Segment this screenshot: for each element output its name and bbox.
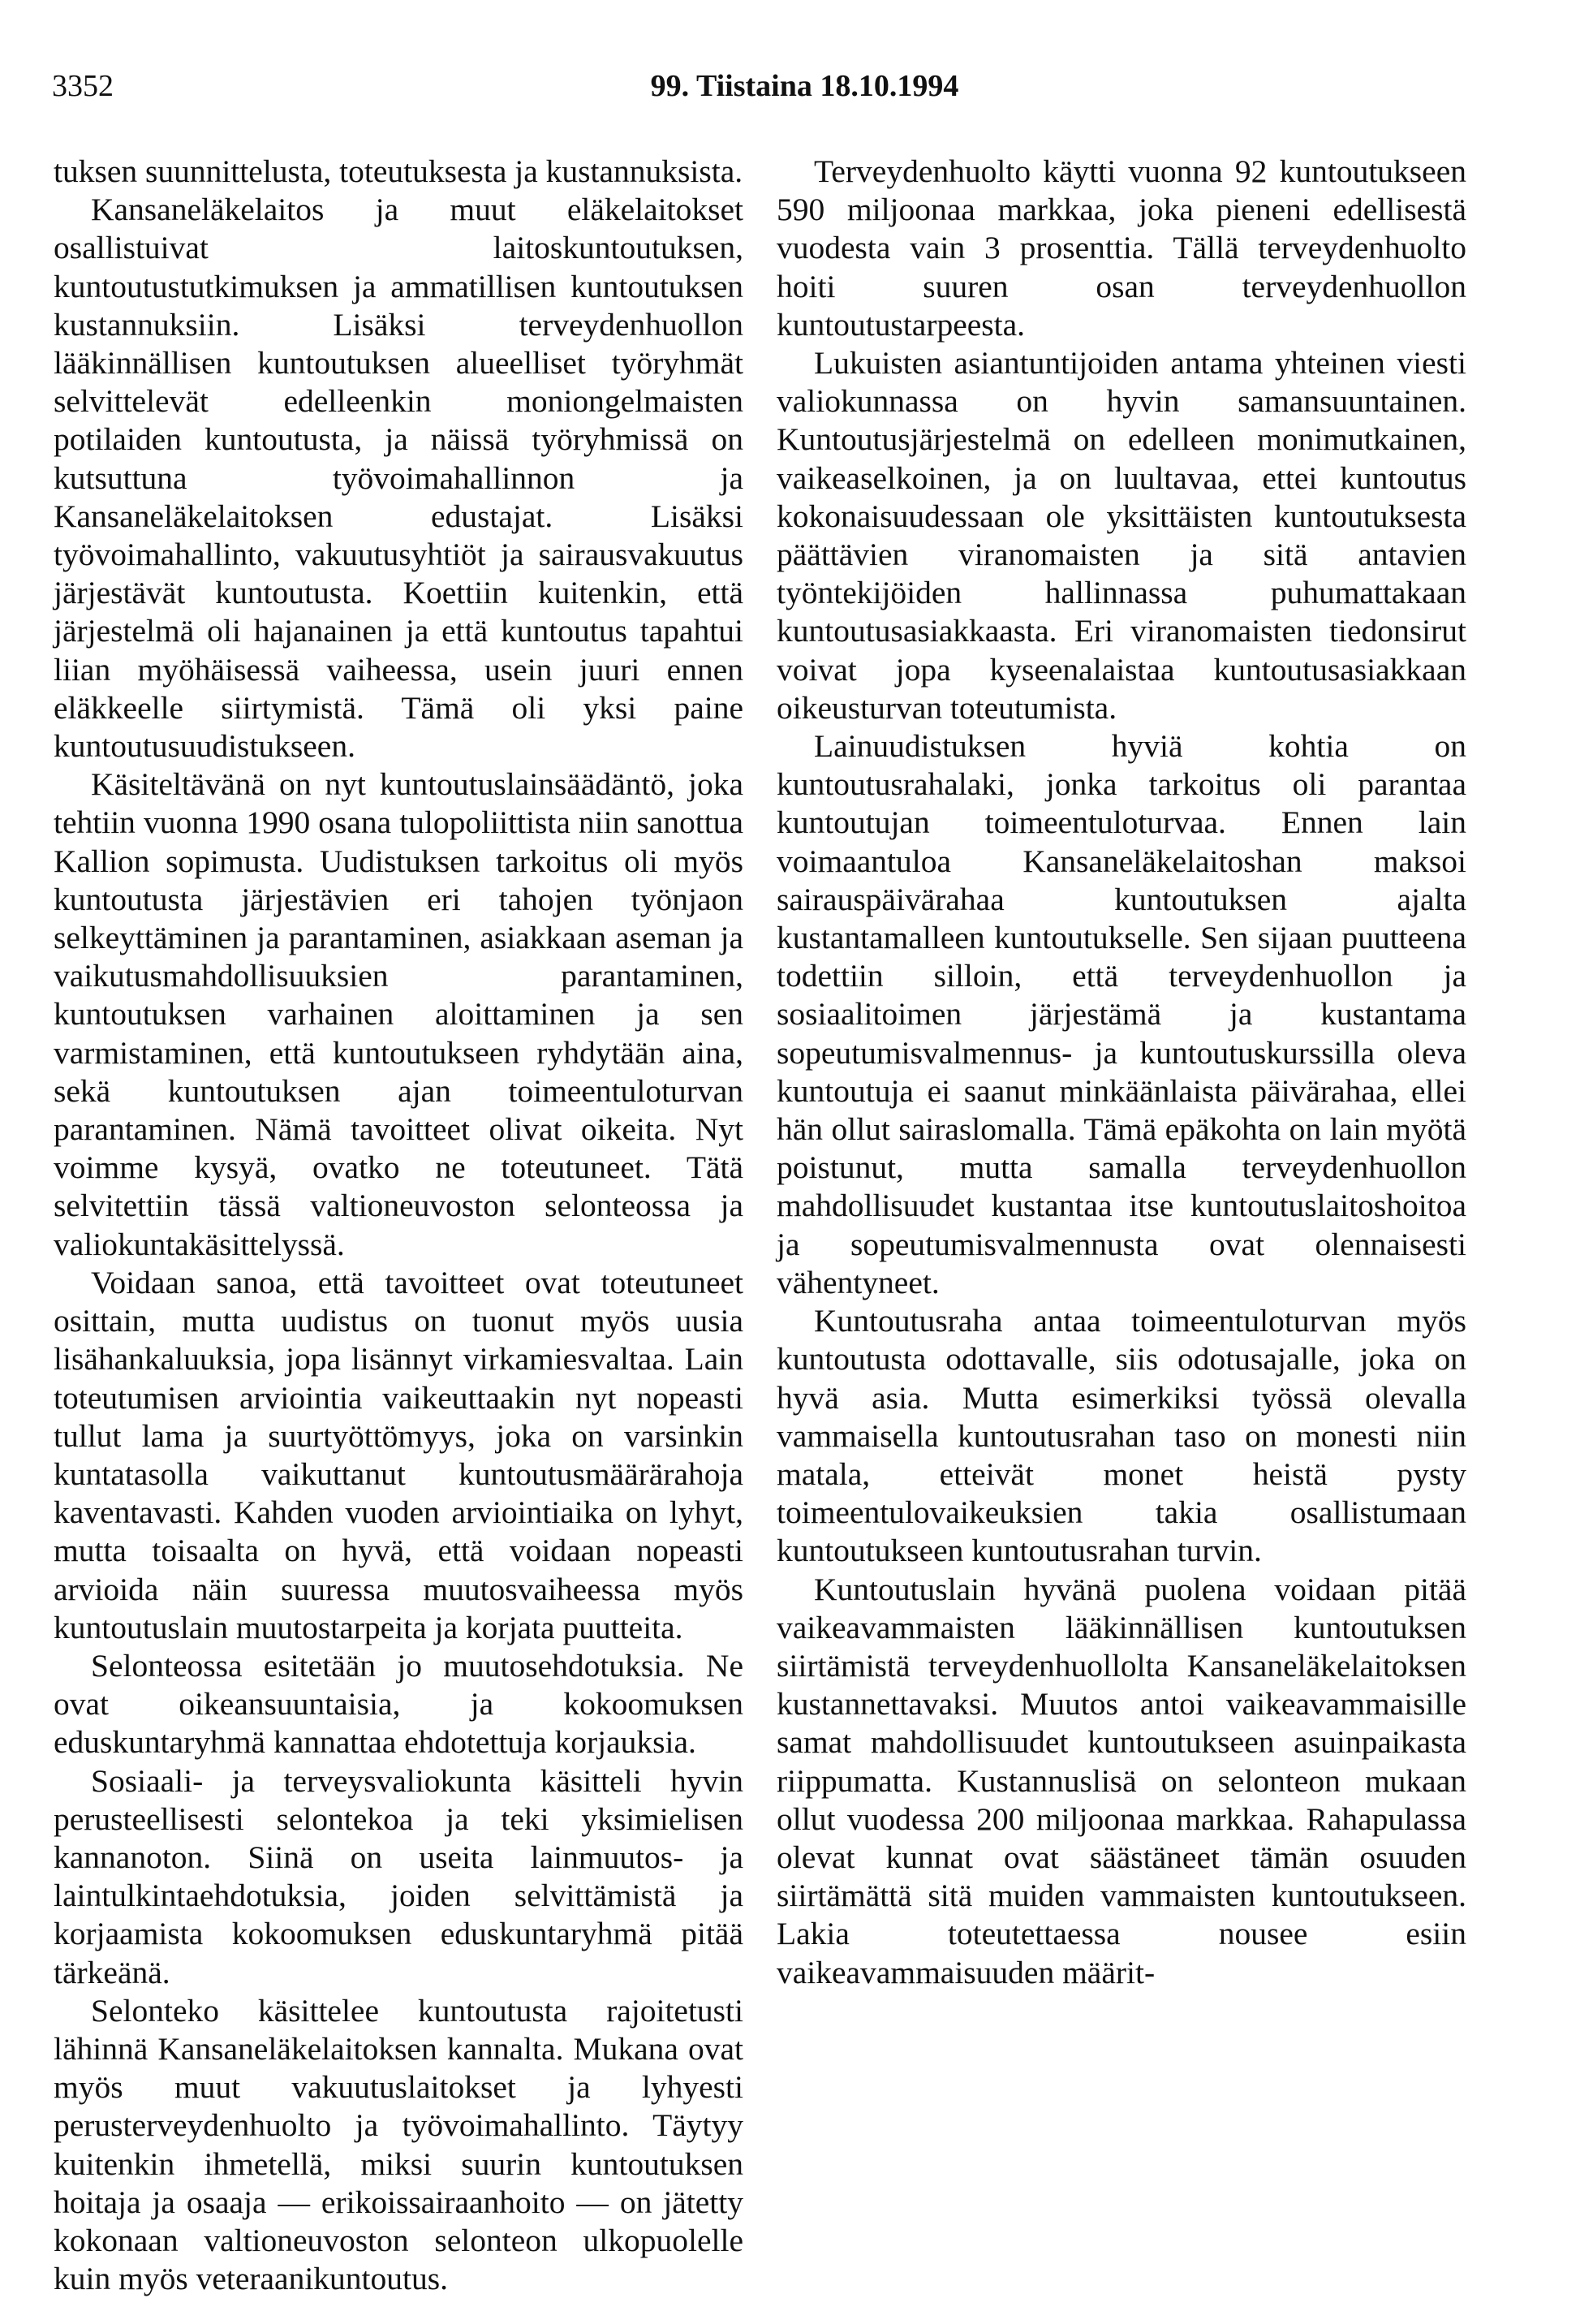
paragraph: Lukuisten asiantuntijoiden antama yhteinen viesti valiokunnassa on hyvin samansuuntainen. Kuntoutusjärjestelmä on edelleen monimutkainen, vaikeaselkoinen, ja on luultavaa, ettei kuntoutus kokonaisuudessaan ole yksittäisten kuntoutuksesta päättävien viranomaisten ja sitä antavien työntekijöiden hallinnassa puhumattakaan kuntoutusasiakkaasta. Eri viranomaisten tiedonsirut voivat jopa kyseenalaistaa kuntoutusasiakkaan oikeusturvan toteutumista.: [777, 345, 1466, 726]
paragraph: Voidaan sanoa, että tavoitteet ovat toteutuneet osittain, mutta uudistus on tuonut myös uusia lisähankaluuksia, jopa lisännyt virkamiesvaltaa. Lain toteutumisen arviointia vaikeuttaakin nyt nopeasti tullut lama ja suurtyöttömyys, joka on varsinkin kuntatasolla vaikuttanut kuntoutusmäärärahoja kaventavasti. Kahden vuoden arviointiaika on lyhyt, mutta toisaalta on hyvä, että voidaan nopeasti arvioida näin suuressa muutosvaiheessa myös kuntoutuslain muutostarpeita ja korjata puutteita.: [54, 1264, 743, 1645]
paragraph: Kuntoutusraha antaa toimeentuloturvan myös kuntoutusta odottavalle, siis odotusajalle, joka on hyvä asia. Mutta esimerkiksi työssä olevalla vammaisella kuntoutusrahan taso on monesti niin matala, etteivät monet heistä pysty toimeentulovaikeuksien takia osallistumaan kuntoutukseen kuntoutusrahan turvin.: [777, 1303, 1466, 1569]
session-title: 99. Tiistaina 18.10.1994: [650, 69, 959, 103]
page-number: 3352: [52, 69, 114, 103]
paragraph: Lainuudistuksen hyviä kohtia on kuntoutusrahalaki, jonka tarkoitus oli parantaa kuntoutujan toimeentuloturvaa. Ennen lain voimaantuloa Kansaneläkelaitoshan maksoi sairauspäivärahaa kuntoutuksen ajalta kustantamalleen kuntoutukselle. Sen sijaan puutteena todettiin silloin, että terveydenhuollon ja sosiaalitoimen järjestämä ja kustantama sopeutumisvalmennus- ja kuntoutuskurssilla oleva kuntoutuja ei saanut minkäänlaista päivärahaa, ellei hän ollut sairaslomalla. Tämä epäkohta on lain myötä poistunut, mutta samalla terveydenhuollon mahdollisuudet kustantaa itse kuntoutuslaitoshoitoa ja sopeutumisvalmennusta ovat olennaisesti vähentyneet.: [777, 728, 1466, 1300]
paragraph: Terveydenhuolto käytti vuonna 92 kuntoutukseen 590 miljoonaa markkaa, joka pieneni edellisestä vuodesta vain 3 prosenttia. Tällä terveydenhuolto hoiti suuren osan terveydenhuollon kuntoutustarpeesta.: [777, 153, 1466, 343]
paragraph: Selonteko käsittelee kuntoutusta rajoitetusti lähinnä Kansaneläkelaitoksen kannalta. Mukana ovat myös muut vakuutuslaitokset ja lyhyesti perusterveydenhuolto ja työvoimahallinto. Täytyy kuitenkin ihmetellä, miksi suurin kuntoutuksen hoitaja ja osaaja — erikoissairaanhoito — on jätetty kokonaan valtioneuvoston selonteon ulkopuolelle kuin myös veteraanikuntoutus.: [54, 1992, 743, 2297]
paragraph: Käsiteltävänä on nyt kuntoutuslainsäädäntö, joka tehtiin vuonna 1990 osana tulopoliittista niin sanottua Kallion sopimusta. Uudistuksen tarkoitus oli myös kuntoutusta järjestävien eri tahojen työnjaon selkeyttäminen ja parantaminen, asiakkaan aseman ja vaikutusmahdollisuuksien parantaminen, kuntoutuksen varhainen aloittaminen ja sen varmistaminen, että kuntoutukseen ryhdytään aina, sekä kuntoutuksen ajan toimeentuloturvan parantaminen. Nämä tavoitteet olivat oikeita. Nyt voimme kysyä, ovatko ne toteutuneet. Tätä selvitettiin tässä valtioneuvoston selonteossa ja valiokuntakäsittelyssä.: [54, 766, 743, 1262]
paragraph: Kansaneläkelaitos ja muut eläkelaitokset osallistuivat laitoskuntoutuksen, kuntoutustutkimuksen ja ammatillisen kuntoutuksen kustannuksiin. Lisäksi terveydenhuollon lääkinnällisen kuntoutuksen alueelliset työryhmät selvittelevät edelleenkin moniongelmaisten potilaiden kuntoutusta, ja näissä työryhmissä on kutsuttuna työvoimahallinnon ja Kansaneläkelaitoksen edustajat. Lisäksi työvoimahallinto, vakuutusyhtiöt ja sairausvakuutus järjestävät kuntoutusta. Koettiin kuitenkin, että järjestelmä oli hajanainen ja että kuntoutus tapahtui liian myöhäisessä vaiheessa, usein juuri ennen eläkkeelle siirtymistä. Tämä oli yksi paine kuntoutusuudistukseen.: [54, 192, 743, 765]
paragraph: Sosiaali- ja terveysvaliokunta käsitteli hyvin perusteellisesti selontekoa ja teki yksimielisen kannanoton. Siinä on useita lainmuutos- ja laintulkintaehdotuksia, joiden selvittämistä ja korjaamista kokoomuksen eduskuntaryhmä pitää tärkeänä.: [54, 1762, 743, 1990]
left-column: [54, 153, 743, 2298]
right-column: [777, 153, 1466, 1992]
page-header: [52, 68, 1557, 109]
paragraph: Kuntoutuslain hyvänä puolena voidaan pitää vaikeavammaisten lääkinnällisen kuntoutuksen siirtämistä terveydenhuollolta Kansaneläkelaitoksen kustannettavaksi. Muutos antoi vaikeavammaisille samat mahdollisuudet kuntoutukseen asuinpaikasta riippumatta. Kustannuslisä on selonteon mukaan ollut vuodessa 200 miljoonaa markkaa. Rahapulassa olevat kunnat ovat säästäneet tämän osuuden siirtämättä sitä muiden vammaisten kuntoutukseen. Lakia toteutettaessa nousee esiin vaikeavammaisuuden määrit-: [777, 1571, 1466, 1990]
paragraph: Selonteossa esitetään jo muutosehdotuksia. Ne ovat oikeansuuntaisia, ja kokoomuksen eduskuntaryhmä kannattaa ehdotettuja korjauksia.: [54, 1647, 743, 1761]
paragraph: tuksen suunnittelusta, toteutuksesta ja kustannuksista.: [54, 153, 743, 189]
